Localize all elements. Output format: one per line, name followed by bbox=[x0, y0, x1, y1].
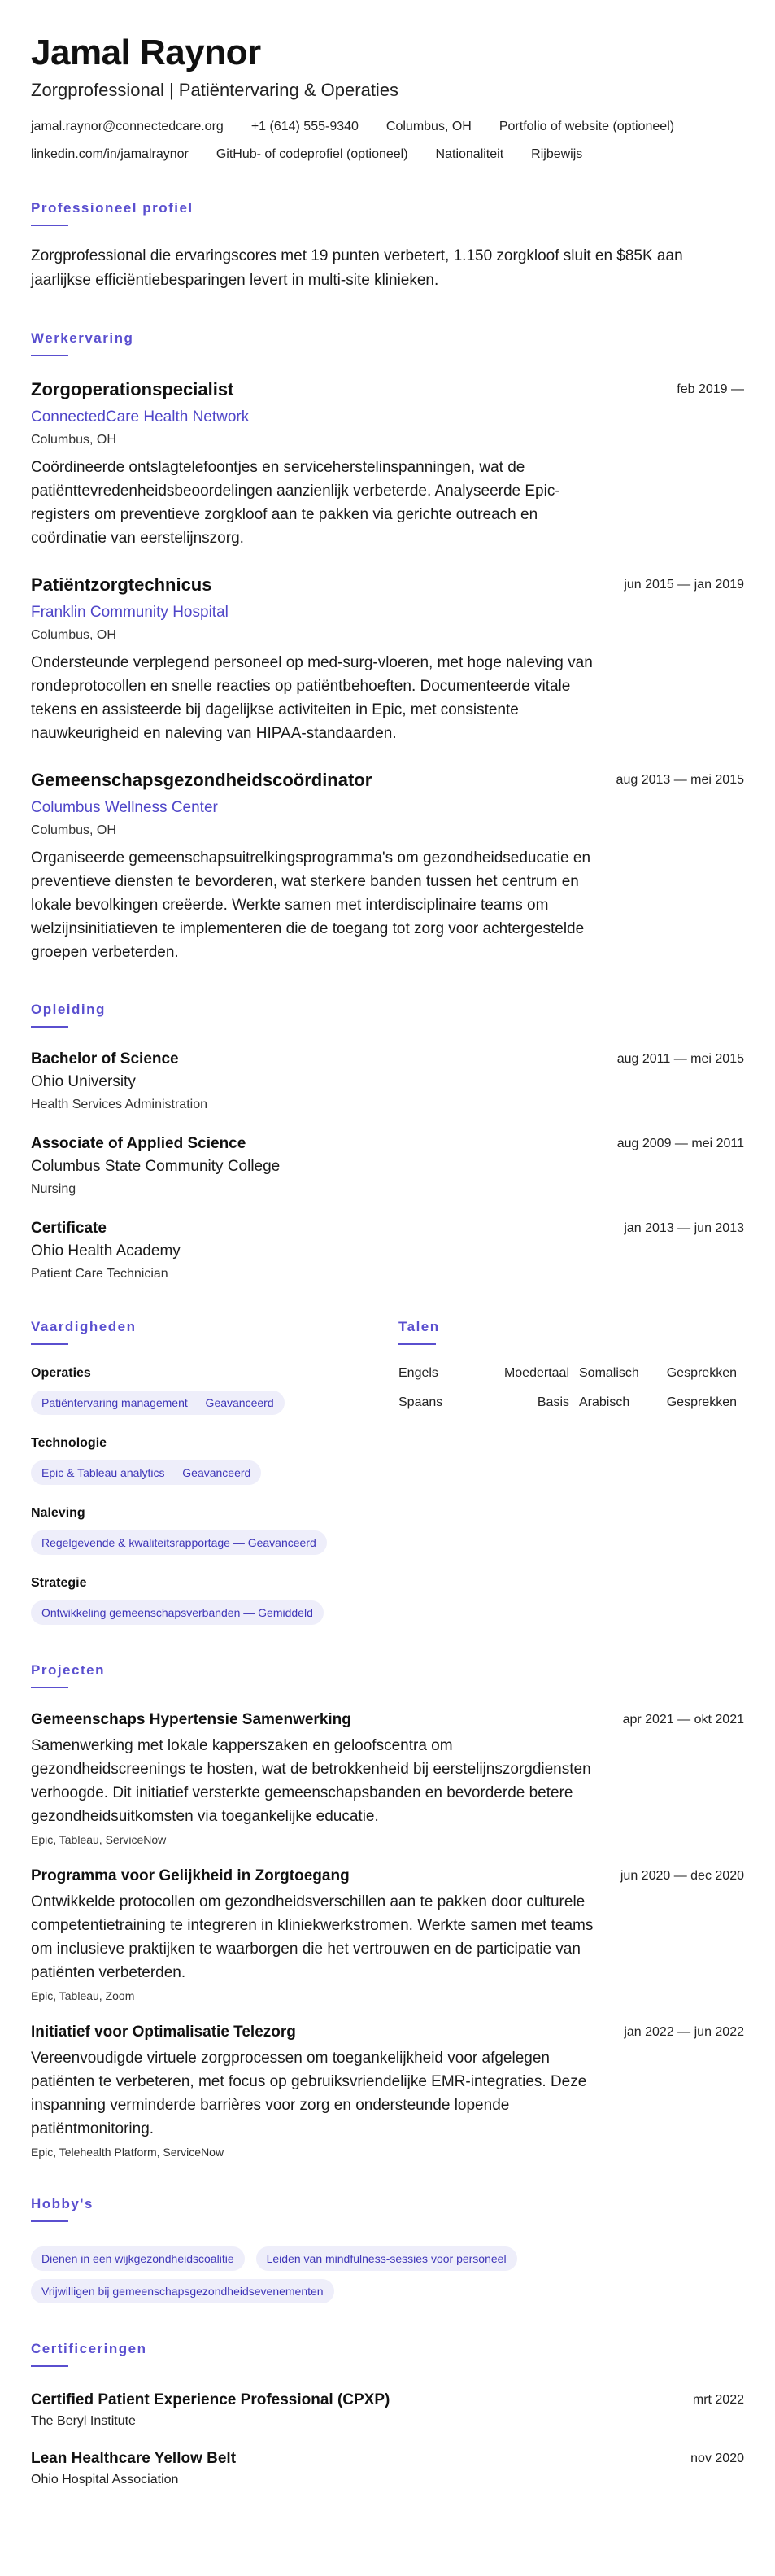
project-description: Ontwikkelde protocollen om gezondheidsverschillen aan te pakken door culturele competentietraining te integreren in kliniekwerkstromen. Werkte samen met teams om inclusieve praktijken te waarborgen die het vertrouwen en de participatie van patiënten verbeterden. bbox=[31, 1893, 594, 1982]
certification-date: mrt 2022 bbox=[692, 2393, 744, 2408]
contact-nationality: Nationaliteit bbox=[435, 147, 504, 162]
education-field: Nursing bbox=[31, 1182, 76, 1197]
skill-group bbox=[31, 1436, 398, 1485]
skill-category: Technologie bbox=[31, 1436, 107, 1451]
section-divider bbox=[398, 1343, 436, 1345]
hobby-pill: Leiden van mindfulness-sessies voor personeel bbox=[256, 2246, 517, 2271]
section-title: Werkervaring bbox=[31, 330, 134, 347]
summary-section bbox=[31, 200, 744, 293]
education-entry bbox=[31, 1050, 744, 1112]
language-list bbox=[398, 1366, 744, 1410]
contact-location: Columbus, OH bbox=[385, 120, 472, 134]
job-title: Patiëntzorgtechnicus bbox=[31, 574, 212, 596]
education-entry bbox=[31, 1220, 744, 1281]
skill-pill: Epic & Tableau analytics — Geavanceerd bbox=[31, 1460, 261, 1485]
resume-header bbox=[31, 34, 744, 163]
skills-languages-row bbox=[31, 1319, 744, 1625]
section-title: Certificeringen bbox=[31, 2341, 147, 2357]
job-date: jun 2015 — jan 2019 bbox=[624, 578, 744, 592]
skill-pill: Ontwikkeling gemeenschapsverbanden — Gemiddeld bbox=[31, 1600, 324, 1625]
job-entry bbox=[31, 574, 744, 745]
job-description: Organiseerde gemeenschapsuitrelkingsprogramma's om gezondheidseducatie en preventieve diensten te bevorderen, wat sterkere banden tussen het centrum en lokale bevolkingen creëerde. Werkte samen met interdisciplinaire teams om welzijnsinitiatieven te implementeren die de toegang tot zorg voor achtergestelde groepen verbeterden. bbox=[31, 849, 591, 962]
job-location: Columbus, OH bbox=[31, 823, 116, 838]
skill-category: Naleving bbox=[31, 1506, 85, 1521]
project-tech: Epic, Tableau, Zoom bbox=[31, 1989, 135, 2003]
certifications-section bbox=[31, 2341, 744, 2487]
skill-group bbox=[31, 1576, 398, 1625]
contact-phone[interactable]: +1 (614) 555-9340 bbox=[250, 120, 359, 134]
education-school: Ohio University bbox=[31, 1073, 136, 1091]
contact-portfolio[interactable]: Portfolio of website (optioneel) bbox=[499, 120, 675, 134]
project-list bbox=[31, 1711, 744, 2159]
hobby-list bbox=[31, 2238, 600, 2303]
section-divider bbox=[31, 1343, 68, 1345]
certification-issuer: Ohio Hospital Association bbox=[31, 2473, 179, 2487]
section-divider bbox=[31, 1687, 68, 1688]
project-entry bbox=[31, 2024, 744, 2159]
contact-list bbox=[31, 119, 744, 163]
education-degree: Certificate bbox=[31, 1220, 107, 1238]
education-school: Ohio Health Academy bbox=[31, 1242, 181, 1260]
education-degree: Associate of Applied Science bbox=[31, 1135, 246, 1153]
project-title: Programma voor Gelijkheid in Zorgtoegang bbox=[31, 1867, 350, 1885]
section-divider bbox=[31, 2365, 68, 2367]
contact-linkedin[interactable]: linkedin.com/in/jamalraynor bbox=[31, 147, 189, 162]
candidate-headline: Zorgprofessional | Patiëntervaring & Operaties bbox=[31, 80, 399, 101]
job-title: Zorgoperationspecialist bbox=[31, 379, 234, 400]
education-degree: Bachelor of Science bbox=[31, 1050, 179, 1068]
project-tech: Epic, Tableau, ServiceNow bbox=[31, 1833, 167, 1847]
project-date: jun 2020 — dec 2020 bbox=[620, 1869, 744, 1884]
language-name: Somalisch bbox=[579, 1366, 639, 1381]
section-divider bbox=[31, 225, 68, 226]
job-description: Ondersteunde verplegend personeel op med-surg-vloeren, met hoge naleving van rondeprotocollen en snelle reacties op patiëntbehoeften. Documenteerde vitale tekens en assisteerde bij dagelijkse activiteiten in Epic, met consistente nauwkeurigheid en naleving van HIPAA-standaarden. bbox=[31, 654, 593, 743]
job-entry bbox=[31, 770, 744, 964]
contact-github[interactable]: GitHub- of codeprofiel (optioneel) bbox=[216, 147, 408, 162]
certification-entry bbox=[31, 2450, 744, 2487]
language-name: Engels bbox=[398, 1366, 438, 1381]
section-title: Professioneel profiel bbox=[31, 200, 194, 216]
education-date: jan 2013 — jun 2013 bbox=[624, 1221, 744, 1236]
project-title: Initiatief voor Optimalisatie Telezorg bbox=[31, 2024, 296, 2041]
project-description: Vereenvoudigde virtuele zorgprocessen om toegankelijkheid voor afgelegen patiënten te verbeteren, met focus op gebruiksvriendelijke EMR-integraties. Deze inspanning verminderde barrières voor zorg en ondersteunde lopende patiëntmonitoring. bbox=[31, 2050, 587, 2138]
skill-pill: Regelgevende & kwaliteitsrapportage — Geavanceerd bbox=[31, 1530, 327, 1555]
experience-section bbox=[31, 330, 744, 964]
job-location: Columbus, OH bbox=[31, 433, 116, 448]
certification-name: Certified Patient Experience Professional (CPXP) bbox=[31, 2391, 390, 2409]
projects-section bbox=[31, 1662, 744, 2159]
section-title: Projecten bbox=[31, 1662, 105, 1679]
skill-pill: Patiëntervaring management — Geavanceerd bbox=[31, 1391, 285, 1415]
education-section bbox=[31, 1002, 744, 1281]
language-level: Gesprekken bbox=[666, 1366, 737, 1381]
certification-issuer: The Beryl Institute bbox=[31, 2414, 136, 2429]
job-title: Gemeenschapsgezondheidscoördinator bbox=[31, 770, 372, 791]
project-entry bbox=[31, 1711, 744, 1846]
education-entry bbox=[31, 1135, 744, 1197]
section-divider bbox=[31, 1026, 68, 1028]
job-company: Columbus Wellness Center bbox=[31, 799, 218, 817]
education-list bbox=[31, 1050, 744, 1281]
language-level: Moedertaal bbox=[503, 1366, 569, 1381]
job-company: ConnectedCare Health Network bbox=[31, 408, 250, 426]
language-name: Spaans bbox=[398, 1395, 443, 1410]
job-list bbox=[31, 379, 744, 964]
education-date: aug 2011 — mei 2015 bbox=[616, 1052, 744, 1067]
education-field: Patient Care Technician bbox=[31, 1267, 168, 1281]
skill-category: Strategie bbox=[31, 1576, 87, 1591]
job-date: feb 2019 — bbox=[677, 382, 744, 397]
languages-section bbox=[398, 1319, 744, 1625]
certification-name: Lean Healthcare Yellow Belt bbox=[31, 2450, 237, 2468]
education-date: aug 2009 — mei 2011 bbox=[616, 1137, 744, 1151]
hobbies-section bbox=[31, 2196, 744, 2303]
skill-category: Operaties bbox=[31, 1366, 91, 1381]
contact-email[interactable]: jamal.raynor@connectedcare.org bbox=[31, 120, 224, 134]
section-divider bbox=[31, 355, 68, 356]
education-field: Health Services Administration bbox=[31, 1098, 207, 1112]
skill-group bbox=[31, 1506, 398, 1555]
skill-group bbox=[31, 1366, 398, 1415]
job-description: Coördineerde ontslagtelefoontjes en serviceherstelinspanningen, wat de patiënttevredenheidsbeoordelingen aanzienlijk verbeterde. Analyseerde Epic-registers om preventieve zorgkloof aan te pakken via gerichte outreach en coördinatie van eerstelijnszorg. bbox=[31, 459, 560, 548]
education-school: Columbus State Community College bbox=[31, 1158, 281, 1176]
section-title: Vaardigheden bbox=[31, 1319, 137, 1335]
summary-text: Zorgprofessional die ervaringscores met 19 punten verbetert, 1.150 zorgkloof sluit en $85K aan jaarlijkse efficiëntiebesparingen levert in multi-site klinieken. bbox=[31, 247, 683, 290]
contact-license: Rijbewijs bbox=[531, 147, 583, 162]
project-tech: Epic, Telehealth Platform, ServiceNow bbox=[31, 2146, 224, 2159]
section-title: Talen bbox=[398, 1319, 440, 1335]
section-title: Opleiding bbox=[31, 1002, 106, 1018]
skills-section bbox=[31, 1319, 398, 1625]
project-description: Samenwerking met lokale kapperszaken en geloofscentra om gezondheidscreenings te hosten, wat de betrokkenheid bij eerstelijnszorgdiensten verhoogde. Dit initiatief versterkte gemeenschapsbanden en bevorderde betere gezondheidsuitkomsten via toegankelijke educatie. bbox=[31, 1737, 591, 1826]
job-company: Franklin Community Hospital bbox=[31, 604, 229, 622]
project-date: apr 2021 — okt 2021 bbox=[622, 1713, 744, 1727]
candidate-name: Jamal Raynor bbox=[31, 33, 261, 72]
certification-list bbox=[31, 2391, 744, 2487]
job-location: Columbus, OH bbox=[31, 628, 116, 643]
language-level: Gesprekken bbox=[666, 1395, 737, 1410]
section-divider bbox=[31, 2220, 68, 2222]
language-name: Arabisch bbox=[579, 1395, 630, 1410]
certification-entry bbox=[31, 2391, 744, 2429]
project-entry bbox=[31, 1867, 744, 2002]
project-date: jan 2022 — jun 2022 bbox=[624, 2025, 744, 2040]
certification-date: nov 2020 bbox=[690, 2452, 744, 2466]
language-level: Basis bbox=[537, 1395, 569, 1410]
section-title: Hobby's bbox=[31, 2196, 94, 2212]
hobby-pill: Vrijwilligen bij gemeenschapsgezondheidsevenementen bbox=[31, 2279, 334, 2303]
job-date: aug 2013 — mei 2015 bbox=[616, 773, 744, 788]
hobby-pill: Dienen in een wijkgezondheidscoalitie bbox=[31, 2246, 245, 2271]
job-entry bbox=[31, 379, 744, 550]
project-title: Gemeenschaps Hypertensie Samenwerking bbox=[31, 1711, 351, 1729]
